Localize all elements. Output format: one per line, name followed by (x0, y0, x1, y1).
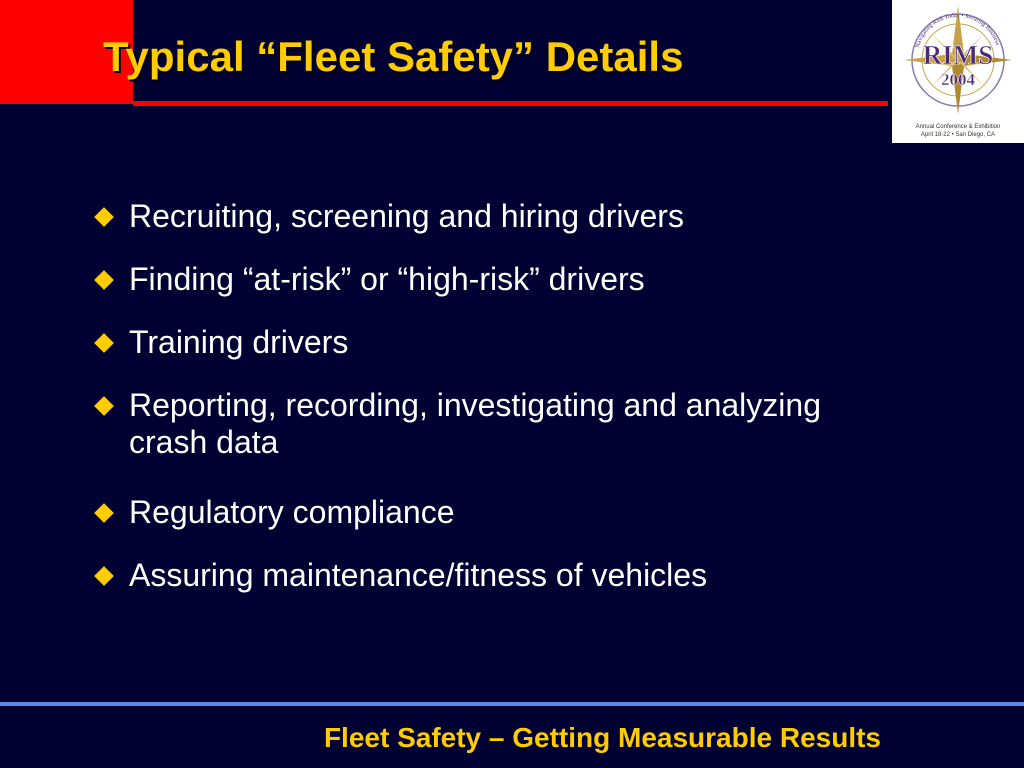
footer-divider (0, 702, 1024, 706)
bullet-text: Regulatory compliance (129, 494, 455, 530)
logo-name: RIMS (922, 40, 994, 70)
bullet-text: Finding “at-risk” or “high-risk” drivers (129, 261, 645, 297)
footer-text: Fleet Safety – Getting Measurable Results (323, 722, 881, 753)
bullet-text: Reporting, recording, investigating and analyzing crash data (129, 387, 821, 460)
compass-logo-graphic (892, 0, 1024, 143)
logo-year: 2004 (941, 70, 975, 89)
diamond-bullet-icon (94, 207, 114, 227)
slide-title: Typical “Fleet Safety” Details (103, 33, 684, 80)
bullet-item (95, 387, 849, 461)
logo-event-line2: April 18-22 • San Diego, CA (920, 132, 996, 138)
diamond-bullet-icon (94, 333, 114, 353)
bullet-item (95, 198, 995, 235)
diamond-bullet-icon (94, 270, 114, 290)
rims-2004-logo (892, 0, 1024, 143)
bullet-text: Recruiting, screening and hiring drivers (129, 198, 684, 234)
logo-event-line1: Annual Conference & Exhibition (915, 124, 1001, 130)
bullet-item (95, 324, 995, 361)
logo-ring-text: Navigating Risk Today • Securing Business (915, 12, 1001, 49)
bullet-item (95, 557, 995, 594)
bullet-item (95, 261, 995, 298)
diamond-bullet-icon (94, 503, 114, 523)
bullet-text: Training drivers (129, 324, 349, 360)
bullet-list (95, 198, 995, 620)
title-underline (133, 101, 888, 106)
bullet-item (95, 494, 995, 531)
diamond-bullet-icon (94, 566, 114, 586)
bullet-text: Assuring maintenance/fitness of vehicles (129, 557, 708, 593)
diamond-bullet-icon (94, 396, 114, 416)
